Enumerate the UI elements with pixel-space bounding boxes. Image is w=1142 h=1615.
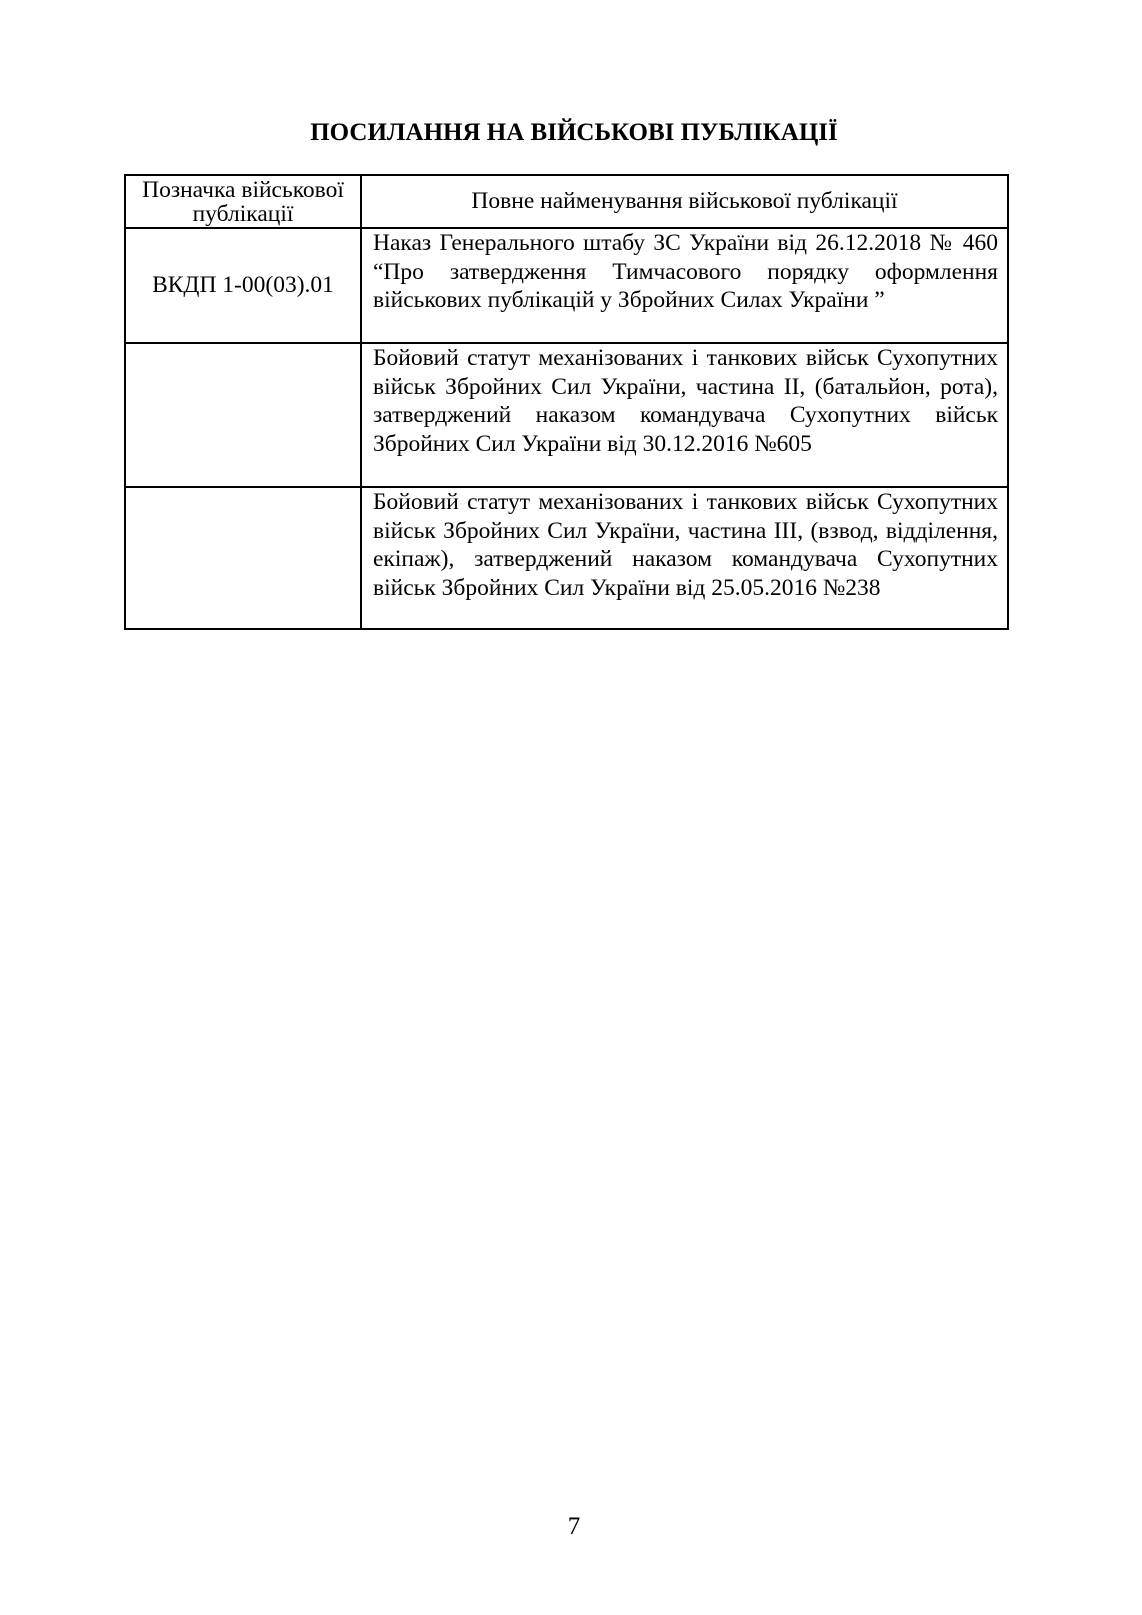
publication-name: Бойовий статут механізованих і танкових військ Сухопутних військ Збройних Сил України, частина ІІ, (батальйон, рота), затверджений наказом командувача Сухопутних військ Збройних Сил України від 30.12.2016 №605 <box>361 343 1008 487</box>
column-header-full-name: Повне найменування військової публікації <box>361 175 1008 228</box>
page-title: ПОСИЛАННЯ НА ВІЙСЬКОВІ ПУБЛІКАЦІЇ <box>310 119 838 146</box>
table-header-row <box>125 175 1008 228</box>
publication-name: Наказ Генерального штабу ЗС України від 26.12.2018 № 460 “Про затвердження Тимчасового порядку оформлення військових публікацій у Збройних Силах України ” <box>361 228 1008 343</box>
publications-table <box>124 174 1009 630</box>
table-row <box>125 228 1008 343</box>
publication-code <box>125 487 361 629</box>
page-number: 7 <box>567 1513 581 1540</box>
column-header-designation: Позначка військової публікації <box>125 175 361 228</box>
publication-name: Бойовий статут механізованих і танкових військ Сухопутних військ Збройних Сил України, частина ІІІ, (взвод, відділення, екіпаж), затверджений наказом командувача Сухопутних військ Збройних Сил України від 25.05.2016 №238 <box>361 487 1008 629</box>
table-row <box>125 487 1008 629</box>
publication-code: ВКДП 1-00(03).01 <box>125 228 361 343</box>
table-row <box>125 343 1008 487</box>
publication-code <box>125 343 361 487</box>
